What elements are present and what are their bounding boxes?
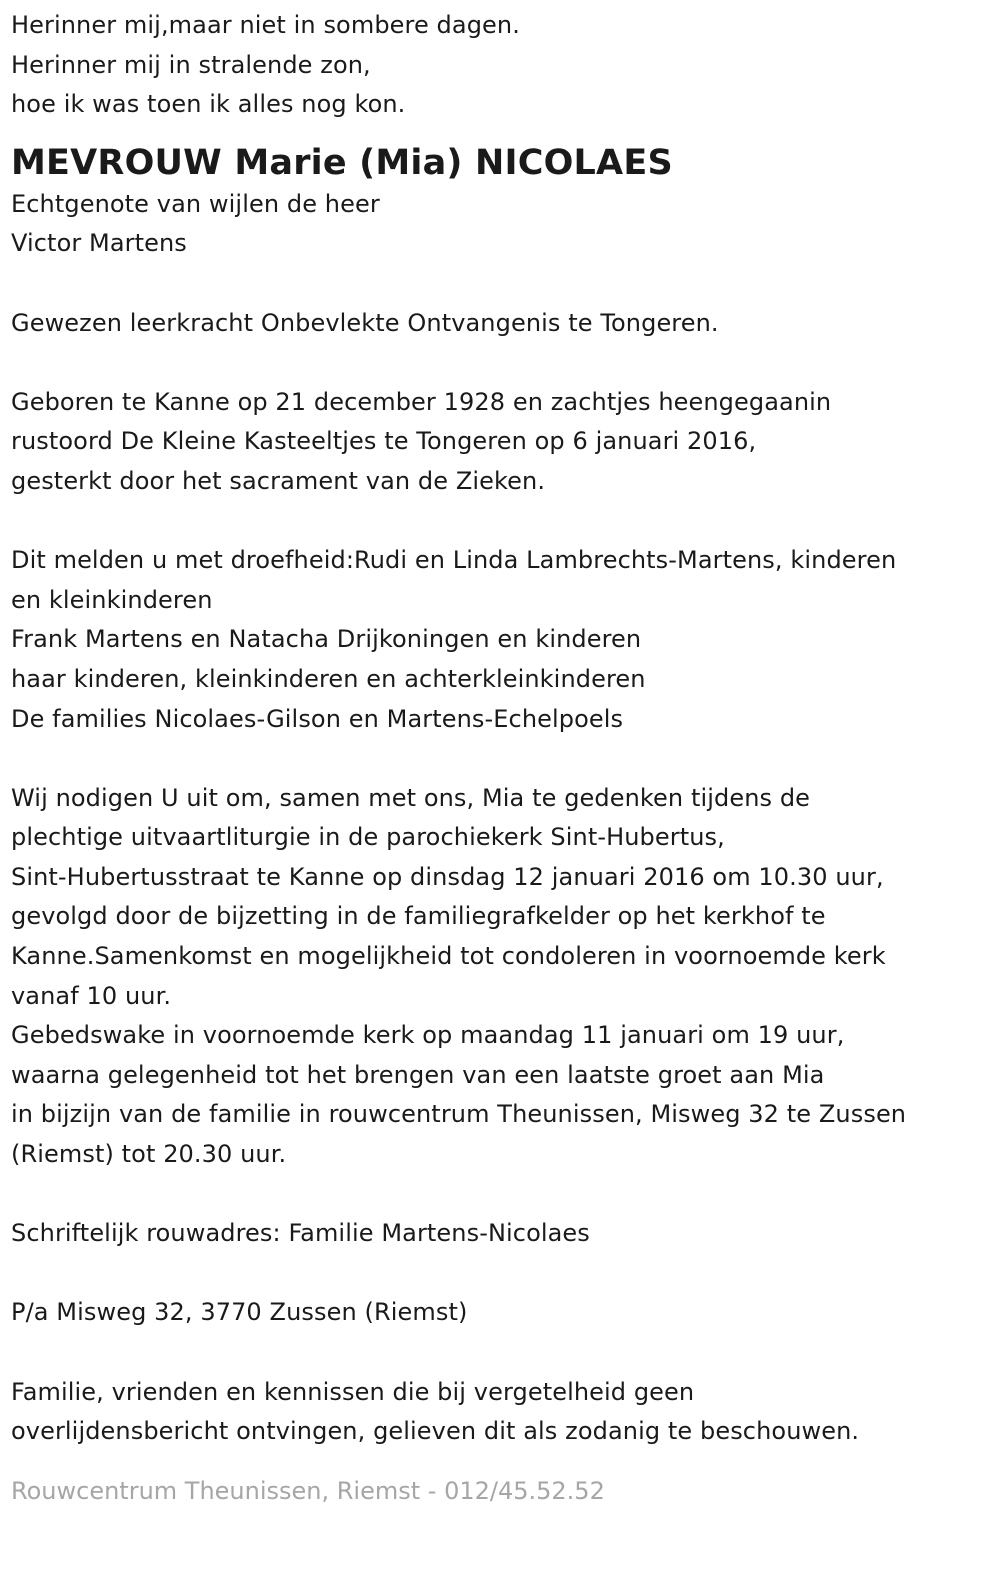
poem-line: Herinner mij in stralende zon,: [11, 50, 371, 79]
paragraph-line: Gebedswake in voornoemde kerk op maandag 11 januari om 19 uur,: [11, 1021, 845, 1050]
birth-death-paragraph: [11, 383, 991, 502]
notice-paragraph: [11, 1373, 991, 1452]
paragraph-line: Kanne.Samenkomst en mogelijkheid tot condoleren in voornoemde kerk: [11, 942, 886, 971]
paragraph-line: overlijdensbericht ontvingen, gelieven dit als zodanig te beschouwen.: [11, 1417, 860, 1446]
obituary-document: [11, 6, 991, 1511]
spacer: [11, 343, 991, 383]
funeral-home-footer: Rouwcentrum Theunissen, Riemst - 012/45.52.52: [11, 1476, 605, 1505]
paragraph-line: Dit melden u met droefheid:Rudi en Linda Lambrechts-Martens, kinderen: [11, 546, 897, 575]
poem-line: Herinner mij,maar niet in sombere dagen.: [11, 11, 520, 39]
spouse-line: Echtgenote van wijlen de heer: [11, 189, 380, 218]
spacer: [11, 264, 991, 304]
mourning-address-label: Schriftelijk rouwadres: Familie Martens-Nicolaes: [11, 1219, 590, 1248]
spouse-info: [11, 185, 991, 264]
paragraph-line: haar kinderen, kleinkinderen en achterkleinkinderen: [11, 664, 646, 693]
spacer: [11, 502, 991, 542]
paragraph-line: gesterkt door het sacrament van de Zieken.: [11, 466, 546, 495]
paragraph-line: vanaf 10 uur.: [11, 981, 172, 1010]
occupation-text: Gewezen leerkracht Onbevlekte Ontvangenis te Tongeren.: [11, 308, 719, 337]
paragraph-line: gevolgd door de bijzetting in de familiegrafkelder op het kerkhof te: [11, 902, 826, 931]
paragraph-line: in bijzijn van de familie in rouwcentrum Theunissen, Misweg 32 te Zussen: [11, 1100, 907, 1129]
paragraph-line: en kleinkinderen: [11, 585, 213, 614]
deceased-name-heading: MEVROUW Marie (Mia) NICOLAES: [11, 142, 673, 183]
poem: [11, 6, 991, 125]
family-paragraph: [11, 541, 991, 739]
spacer: [11, 739, 991, 779]
paragraph-line: plechtige uitvaartliturgie in de parochiekerk Sint-Hubertus,: [11, 823, 725, 852]
paragraph-line: Sint-Hubertusstraat te Kanne op dinsdag 12 januari 2016 om 10.30 uur,: [11, 862, 884, 891]
paragraph-line: Geboren te Kanne op 21 december 1928 en zachtjes heengegaanin: [11, 387, 832, 416]
spacer: [11, 1333, 991, 1373]
mourning-address: P/a Misweg 32, 3770 Zussen (Riemst): [11, 1298, 468, 1327]
spouse-line: Victor Martens: [11, 229, 187, 258]
paragraph-line: Frank Martens en Natacha Drijkoningen en kinderen: [11, 625, 642, 654]
poem-line: hoe ik was toen ik alles nog kon.: [11, 90, 406, 119]
ceremony-paragraph: [11, 779, 991, 1175]
paragraph-line: De families Nicolaes-Gilson en Martens-Echelpoels: [11, 704, 624, 733]
spacer: [11, 1175, 991, 1215]
paragraph-line: Wij nodigen U uit om, samen met ons, Mia te gedenken tijdens de: [11, 783, 811, 812]
paragraph-line: rustoord De Kleine Kasteeltjes te Tongeren op 6 januari 2016,: [11, 427, 757, 456]
spacer: [11, 1254, 991, 1294]
paragraph-line: (Riemst) tot 20.30 uur.: [11, 1140, 287, 1169]
paragraph-line: waarna gelegenheid tot het brengen van een laatste groet aan Mia: [11, 1060, 825, 1089]
paragraph-line: Familie, vrienden en kennissen die bij vergetelheid geen: [11, 1377, 695, 1406]
